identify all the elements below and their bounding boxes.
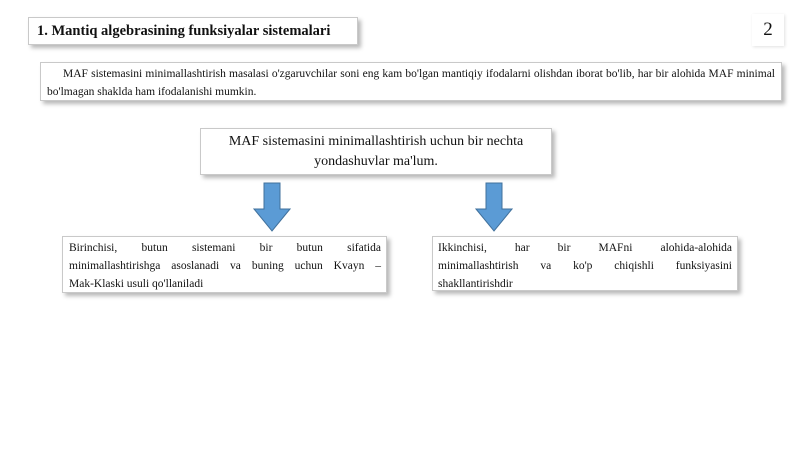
- first-approach-line-1: Birinchisi, butun sistemani bir butun sifatida: [69, 242, 381, 254]
- approaches-heading-box: [200, 128, 552, 175]
- second-approach-line-3: shakllantirishdir: [438, 278, 513, 290]
- second-approach-line-1: Ikkinchisi, har bir MAFni alohida-alohida: [438, 242, 732, 254]
- first-approach-box: [62, 236, 387, 293]
- first-approach-line-2: minimallashtirishga asoslanadi va buning uchun Kvayn –: [69, 260, 381, 272]
- intro-paragraph: MAF sistemasini minimallashtirish masalasi o'zgaruvchilar soni eng kam bo'lgan mantiqiy ifodalarni olishdan iborat bo'lib, har bir alohida MAF minimal bo'lmagan shaklda ham ifodalanishi mumkin.: [40, 62, 782, 101]
- page-number: 2: [752, 14, 784, 46]
- first-approach-line-3: Mak-Klaski usuli qo'llaniladi: [69, 278, 204, 290]
- down-arrow-icon: [475, 182, 513, 232]
- approaches-heading-line-1: MAF sistemasini minimallashtirish uchun bir nechta: [228, 134, 524, 149]
- down-arrow-icon: [253, 182, 291, 232]
- second-approach-line-2: minimallashtirish va ko'p chiqishli funksiyasini: [438, 260, 732, 272]
- second-approach-box: [432, 236, 738, 291]
- section-title: 1. Mantiq algebrasining funksiyalar sistemalari: [28, 17, 358, 45]
- approaches-heading-line-2: yondashuvlar ma'lum.: [314, 154, 438, 169]
